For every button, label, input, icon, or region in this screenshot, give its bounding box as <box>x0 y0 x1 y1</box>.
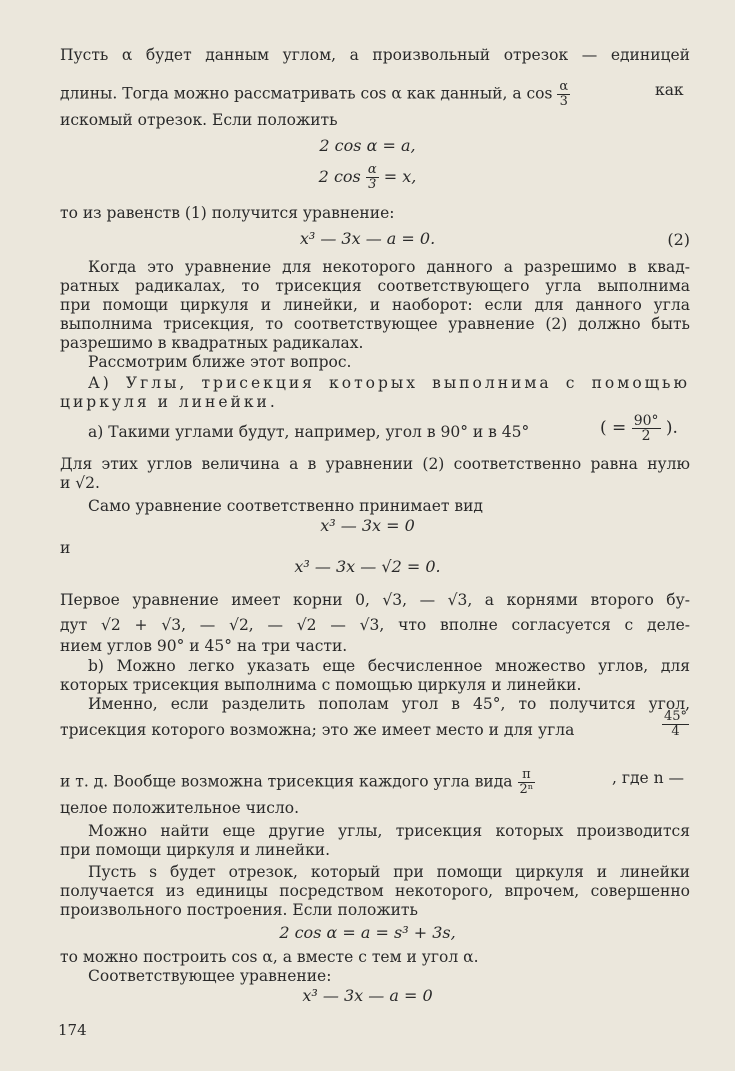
equation-7: x³ — 3x — a = 0 <box>302 986 433 1005</box>
text-line-4: то из равенств (1) получится уравнение: <box>60 204 395 222</box>
text-line-1: Пусть α будет данным углом, а произвольный отрезок — единицей <box>60 46 690 64</box>
text-line-7: при помощи циркуля и линейки, и наоборот: если для данного угла <box>60 296 690 314</box>
section-heading-a-cont: циркуля и линейки. <box>60 393 278 411</box>
fraction-90-2: ( = $\frac{90^\circ}{2}$ ). <box>600 413 678 444</box>
text-line-6: ратных радикалах, то трисекция соответствующего угла выполнима <box>60 277 690 295</box>
text-line-12: Для этих углов величина a в уравнении (2) соответственно равна нулю <box>60 455 690 473</box>
text-line-17: дут √2 + √3, — √2, — √2 — √3, что вполне согласуется с деле- <box>60 616 690 634</box>
equation-3: x³ — 3x — a = 0. <box>299 229 436 248</box>
fraction-alpha-3-b: $\frac{\alpha}{3}$ <box>367 162 377 192</box>
text-line-2-end: как <box>655 81 684 99</box>
equation-6: 2 cos α = a = s³ + 3s, <box>279 923 456 942</box>
fraction-45-4: $\frac{45^\circ}{4}$ <box>664 709 688 739</box>
equation-number-2: (2) <box>667 230 690 249</box>
text-line-28: получается из единицы посредством некоторого, впрочем, совершенно <box>60 882 690 900</box>
text-line-30: то можно построить cos α, а вместе с тем и угол α. <box>60 948 479 966</box>
equation-1: 2 cos α = a, <box>319 136 416 155</box>
text-line-11: a) Такими углами будут, например, угол в 90° и в 45° <box>88 423 530 441</box>
text-line-22: трисекция которого возможна; это же имеет место и для угла <box>60 721 575 739</box>
text-line-27: Пусть s будет отрезок, который при помощи циркуля и линейки <box>88 863 690 881</box>
text-line-21: Именно, если разделить пополам угол в 45°, то получится угол, <box>88 695 690 713</box>
text-line-15: и <box>60 539 71 557</box>
text-line-10: Рассмотрим ближе этот вопрос. <box>88 353 352 371</box>
text-line-5: Когда это уравнение для некоторого данного a разрешимо в квад- <box>88 258 690 276</box>
text-line-13: и √2. <box>60 474 100 492</box>
equation-4: x³ — 3x = 0 <box>320 516 415 535</box>
equation-2: 2 cos $\frac{\alpha}{3}$ = x, <box>318 162 417 192</box>
text-line-23-end: , где n — <box>612 769 685 787</box>
text-line-19: b) Можно легко указать еще бесчисленное множество углов, для <box>88 657 690 675</box>
text-line-25: Можно найти еще другие углы, трисекция которых производится <box>88 822 690 840</box>
text-line-16: Первое уравнение имеет корни 0, √3, — √3, а корнями второго бу- <box>60 591 690 609</box>
page-number: 174 <box>58 1021 87 1039</box>
text-line-14: Само уравнение соответственно принимает вид <box>88 497 483 515</box>
text-line-8: выполнима трисекция, то соответствующее уравнение (2) должно быть <box>60 315 690 333</box>
text-line-2 <box>60 80 620 109</box>
text-line-18: нием углов 90° и 45° на три части. <box>60 637 348 655</box>
text-line-29: произвольного построения. Если положить <box>60 901 418 919</box>
equation-5: x³ — 3x — √2 = 0. <box>294 557 441 576</box>
text-line-9: разрешимо в квадратных радикалах. <box>60 334 364 352</box>
text-line-26: при помощи циркуля и линейки. <box>60 841 331 859</box>
text-line-3: искомый отрезок. Если положить <box>60 111 338 129</box>
fraction-alpha-3: $\frac{\alpha}{3}$ <box>559 79 569 109</box>
section-heading-a: А) Углы, трисекция которых выполнима с помощью <box>88 374 690 392</box>
text-line-31: Соответствующее уравнение: <box>88 967 332 985</box>
text-line-24: целое положительное число. <box>60 799 300 817</box>
text-line-23: и т. д. Вообще возможна трисекция каждого угла вида $\frac{\pi}{\text{2ⁿ}}$ <box>60 767 534 797</box>
text-line-20: которых трисекция выполнима с помощью циркуля и линейки. <box>60 676 582 694</box>
fraction-pi-2n: $\frac{\pi}{\text{2ⁿ}}$ <box>519 767 534 797</box>
text-line-2-main: длины. Тогда можно рассматривать cos α как данный, а cos <box>60 84 553 103</box>
